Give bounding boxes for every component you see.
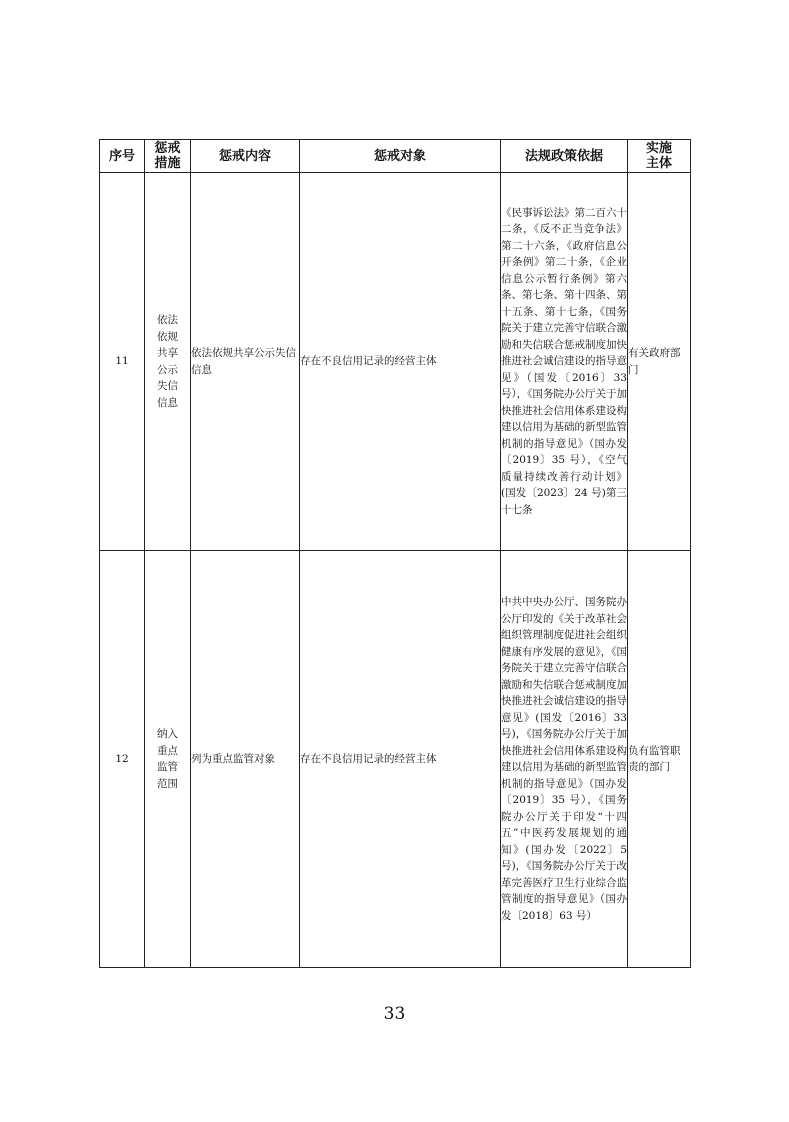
row-basis-text: 中共中央办公厅、国务院办公厅印发的《关于改革社会组织管理制度促进社会组织健康有序发展的意见》，《国务院关于建立完善守信联合激励和失信联合惩戒制度加快推进社会诚信建设的指导意见》(国发〔2016〕33 号)，《国务院办公厅关于加快推进社会信用体系建设构建以信用为基础的新型监管机制的指导意见》（国办发〔2019〕35 号），《国务院办公厅关于印发“十四五”中医药发展规划的通知》(国办发〔2022〕5 号)，《国务院办公厅关于改革完善医疗卫生行业综合监管制度的指导意见》（国办发〔2018〕63 号）: [501, 596, 627, 922]
row-content: 列为重点监管对象: [191, 551, 300, 968]
row-measure-text: 纳入重点监管范围: [157, 728, 178, 790]
page-number: 33: [383, 1004, 406, 1024]
row-basis: [501, 173, 628, 551]
header-object: 惩戒对象: [300, 140, 501, 173]
row-basis-text: 《民事诉讼法》第二百六十二条，《反不正当竞争法》第二十六条，《政府信息公开条例》第二十条，《企业信息公示暂行条例》第六条、第七条、第十四条、第十五条、第十七条，《国务院关于建立完善守信联合激励和失信联合惩戒制度加快推进社会诚信建设的指导意见》（国发〔2016〕33 号），《国务院办公厅关于加快推进社会信用体系建设构建以信用为基础的新型监管机制的指导意见》（国办发〔2019〕35 号），《空气质量持续改善行动计划》(国发〔2023〕24 号)第三十七条: [501, 206, 627, 516]
header-measure-line2: 措施: [154, 156, 181, 171]
row-subject: 有关政府部门: [628, 173, 691, 551]
header-subject: [628, 140, 691, 173]
header-number: 序号: [100, 140, 145, 173]
row-number: 11: [100, 173, 145, 551]
row-object: 存在不良信用记录的经营主体: [300, 551, 501, 968]
row-content: 依法依规共享公示失信信息: [191, 173, 300, 551]
penalty-measures-table: [99, 139, 691, 968]
row-measure-text: 依法依规共享公示失信信息: [157, 314, 178, 409]
table-row: [100, 173, 691, 551]
header-measure: [145, 140, 191, 173]
header-subject-line2: 主体: [645, 156, 672, 171]
row-object: 存在不良信用记录的经营主体: [300, 173, 501, 551]
table-header-row: [100, 140, 691, 173]
row-number: 12: [100, 551, 145, 968]
header-basis: 法规政策依据: [501, 140, 628, 173]
row-measure: [145, 173, 191, 551]
row-subject: 负有监管职责的部门: [628, 551, 691, 968]
table-row: [100, 551, 691, 968]
row-basis: [501, 551, 628, 968]
header-content: 惩戒内容: [191, 140, 300, 173]
row-measure: [145, 551, 191, 968]
header-measure-line1: 惩戒: [154, 141, 181, 156]
header-subject-line1: 实施: [645, 141, 672, 156]
